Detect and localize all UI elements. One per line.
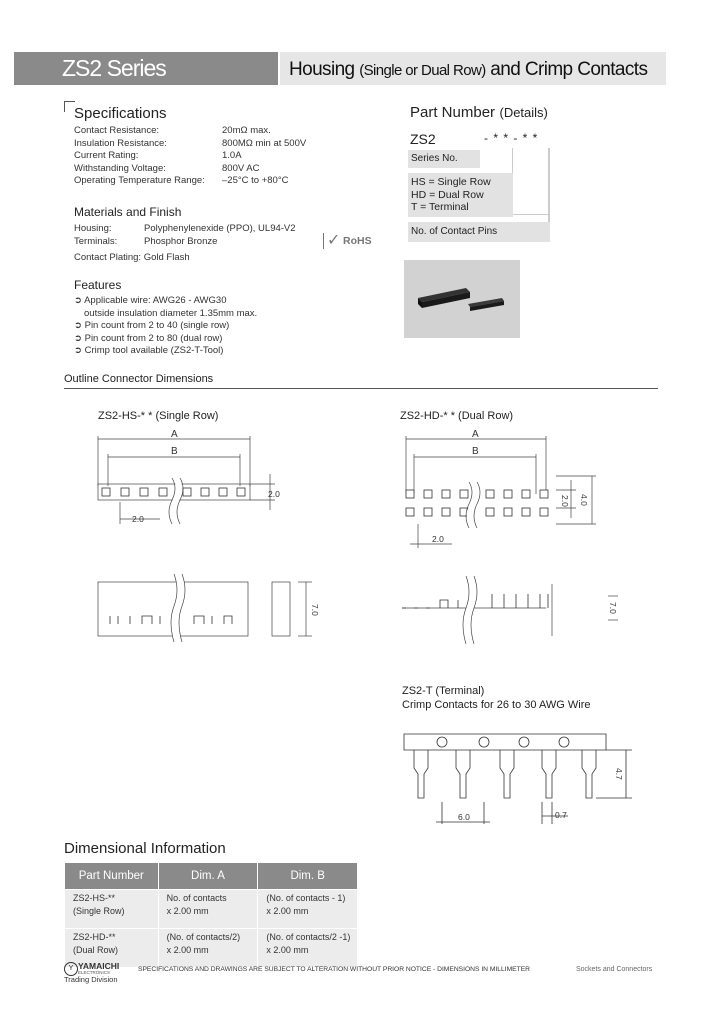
dim-height-label: 7.0 — [310, 604, 320, 616]
dim-pitch-label: 2.0 — [268, 489, 280, 499]
dimensional-heading: Dimensional Information — [64, 840, 226, 857]
dim-terminal-pitch-label: 6.0 — [458, 812, 470, 822]
contact-pins-box: No. of Contact Pins — [408, 222, 550, 242]
brand-name: YAMAICHI — [78, 961, 120, 971]
table-cell: (No. of contacts/2 -1) x 2.00 mm — [258, 929, 358, 968]
feature-item: ➲ Crimp tool available (ZS2-T-Tool) — [74, 345, 224, 356]
table-cell: ZS2-HS-** (Single Row) — [65, 890, 159, 929]
brand-sub: ELECTRONICS — [78, 970, 111, 975]
material-row: Housing: Polyphenylenexide (PPO), UL94-V2 — [74, 223, 296, 234]
outline-heading: Outline Connector Dimensions — [64, 373, 214, 385]
arrow-bullet-icon: ➲ — [74, 332, 82, 344]
single-row-drawing — [90, 424, 320, 654]
connector-photo-svg — [404, 260, 520, 338]
spec-row: Insulation Resistance: 800MΩ min at 500V — [74, 137, 307, 149]
dual-row-drawing — [396, 424, 636, 654]
bracket-line — [512, 214, 550, 215]
section-divider — [64, 388, 658, 389]
feature-item: ➲ Pin count from 2 to 40 (single row) — [74, 320, 230, 331]
dimensional-table — [64, 862, 358, 968]
part-number-heading: Part Number (Details) — [410, 104, 548, 121]
dim-height-label: 7.0 — [608, 602, 618, 614]
dim-terminal-height-label: 4.7 — [614, 768, 624, 780]
part-number-suffix: - * * - * * — [484, 131, 539, 145]
column-header: Dim. B — [258, 863, 358, 890]
dim-a-label: A — [472, 429, 479, 440]
terminal-drawing — [396, 722, 636, 830]
part-number-prefix: ZS2 — [410, 131, 436, 147]
product-photo — [404, 260, 520, 338]
terminal-subtitle: Crimp Contacts for 26 to 30 AWG Wire — [402, 699, 591, 711]
division-label: Trading Division — [64, 975, 118, 984]
footer-category: Sockets and Connectors — [576, 966, 653, 973]
yamaichi-logo-icon: Y — [64, 962, 78, 976]
single-pin-row — [102, 488, 245, 496]
single-row-title: ZS2-HS-* * (Single Row) — [98, 410, 219, 422]
dim-pitch-label: 2.0 — [132, 514, 144, 524]
specifications-table — [74, 125, 374, 188]
features-list — [74, 295, 354, 358]
features-heading: Features — [74, 278, 122, 292]
feature-item: ➲ Pin count from 2 to 80 (dual row) — [74, 332, 223, 344]
table-cell: (No. of contacts - 1) x 2.00 mm — [258, 890, 358, 929]
spec-row: Operating Temperature Range: –25°C to +80°C — [74, 175, 289, 186]
terminal-title: ZS2-T (Terminal) — [402, 685, 485, 697]
spec-row: Current Rating: 1.0A — [74, 150, 242, 161]
arrow-bullet-icon: ➲ — [74, 320, 82, 331]
dim-row-label: 4.0 — [579, 494, 589, 506]
table-cell: No. of contacts x 2.00 mm — [158, 890, 258, 929]
rohs-badge: ✓ RoHS — [323, 233, 376, 249]
table-cell: ZS2-HD-** (Dual Row) — [65, 929, 159, 968]
dim-b-label: B — [472, 446, 479, 457]
check-icon: ✓ — [327, 232, 341, 249]
page-subtitle: Housing (Single or Dual Row) and Crimp Contacts — [280, 52, 666, 85]
dim-terminal-width-label: 0.7 — [555, 810, 567, 820]
series-title: ZS2 Series — [14, 52, 278, 85]
spec-row: Contact Resistance: 20mΩ max. — [74, 125, 271, 136]
series-no-box: Series No. — [408, 150, 480, 168]
dim-b-label: B — [171, 446, 178, 457]
footer-notice: SPECIFICATIONS AND DRAWINGS ARE SUBJECT TO ALTERATION WITHOUT PRIOR NOTICE - DIMENSIONS IN MILLIMETER — [138, 966, 531, 973]
column-header: Dim. A — [158, 863, 258, 890]
spec-row: Withstanding Voltage: 800V AC — [74, 162, 260, 174]
column-header: Part Number — [65, 863, 159, 890]
table-cell: (No. of contacts/2) x 2.00 mm — [158, 929, 258, 968]
arrow-bullet-icon: ➲ — [74, 345, 82, 356]
dim-a-label: A — [171, 429, 178, 440]
dim-pitch-label: 2.0 — [432, 534, 444, 544]
feature-item: outside insulation diameter 1.35mm max. — [84, 307, 258, 319]
arrow-bullet-icon: ➲ — [74, 295, 82, 306]
feature-item: ➲ Applicable wire: AWG26 - AWG30 — [74, 295, 227, 306]
type-box: HS = Single Row HD = Dual Row T = Terminal — [408, 173, 513, 217]
plating-row: Contact Plating: Gold Flash — [74, 252, 190, 263]
dim-pitch-label: 2.0 — [560, 495, 570, 507]
materials-heading: Materials and Finish — [74, 205, 182, 219]
table-row — [65, 890, 358, 929]
table-header-row — [65, 863, 358, 890]
material-row: Terminals: Phosphor Bronze — [74, 235, 218, 247]
specifications-heading: Specifications — [74, 105, 167, 122]
dual-row-title: ZS2-HD-* * (Dual Row) — [400, 410, 514, 422]
